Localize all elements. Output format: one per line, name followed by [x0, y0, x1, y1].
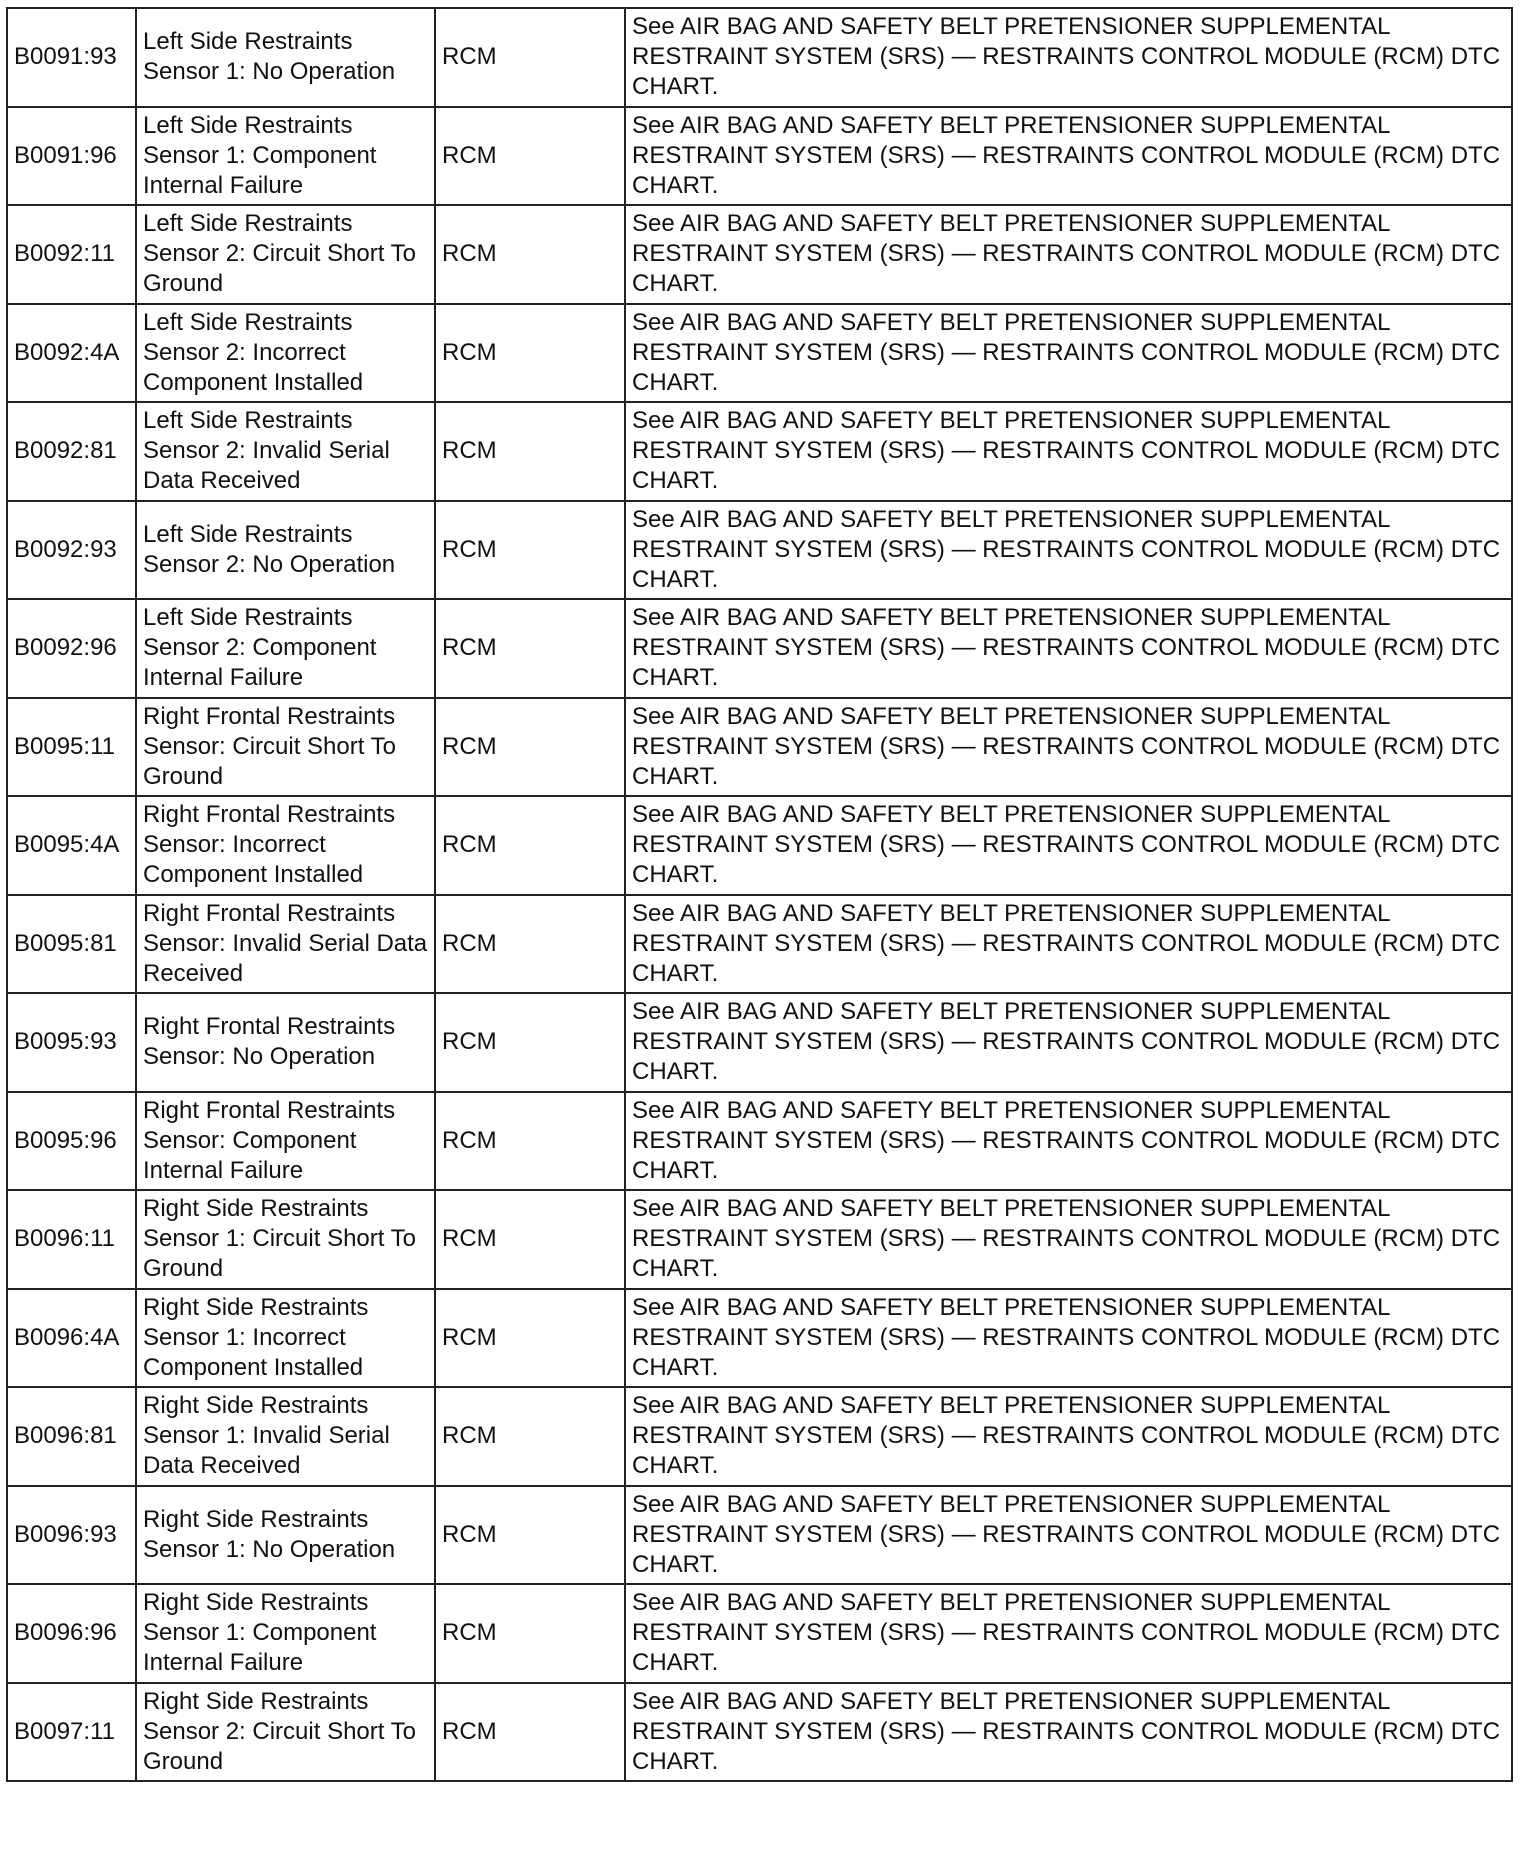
- action-cell: See AIR BAG AND SAFETY BELT PRETENSIONER SUPPLEMENTAL RESTRAINT SYSTEM (SRS) — RESTRAINTS CONTROL MODULE (RCM) DTC CHART.: [625, 1486, 1512, 1585]
- dtc-code-cell: B0096:81: [7, 1387, 136, 1486]
- action-cell: See AIR BAG AND SAFETY BELT PRETENSIONER SUPPLEMENTAL RESTRAINT SYSTEM (SRS) — RESTRAINTS CONTROL MODULE (RCM) DTC CHART.: [625, 1190, 1512, 1289]
- dtc-description-cell: Left Side Restraints Sensor 1: No Operation: [136, 8, 435, 107]
- action-cell: See AIR BAG AND SAFETY BELT PRETENSIONER SUPPLEMENTAL RESTRAINT SYSTEM (SRS) — RESTRAINTS CONTROL MODULE (RCM) DTC CHART.: [625, 1683, 1512, 1782]
- dtc-description-cell: Left Side Restraints Sensor 2: Incorrect Component Installed: [136, 304, 435, 403]
- dtc-description-cell: Left Side Restraints Sensor 2: Circuit Short To Ground: [136, 205, 435, 304]
- action-cell: See AIR BAG AND SAFETY BELT PRETENSIONER SUPPLEMENTAL RESTRAINT SYSTEM (SRS) — RESTRAINTS CONTROL MODULE (RCM) DTC CHART.: [625, 304, 1512, 403]
- action-cell: See AIR BAG AND SAFETY BELT PRETENSIONER SUPPLEMENTAL RESTRAINT SYSTEM (SRS) — RESTRAINTS CONTROL MODULE (RCM) DTC CHART.: [625, 205, 1512, 304]
- action-cell: See AIR BAG AND SAFETY BELT PRETENSIONER SUPPLEMENTAL RESTRAINT SYSTEM (SRS) — RESTRAINTS CONTROL MODULE (RCM) DTC CHART.: [625, 796, 1512, 895]
- dtc-description-cell: Left Side Restraints Sensor 2: Invalid Serial Data Received: [136, 402, 435, 501]
- action-cell: See AIR BAG AND SAFETY BELT PRETENSIONER SUPPLEMENTAL RESTRAINT SYSTEM (SRS) — RESTRAINTS CONTROL MODULE (RCM) DTC CHART.: [625, 1289, 1512, 1388]
- table-row: [7, 1683, 1512, 1782]
- module-cell: RCM: [435, 1387, 625, 1486]
- module-cell: RCM: [435, 1190, 625, 1289]
- module-cell: RCM: [435, 402, 625, 501]
- dtc-code-cell: B0096:4A: [7, 1289, 136, 1388]
- dtc-code-cell: B0095:93: [7, 993, 136, 1092]
- module-cell: RCM: [435, 599, 625, 698]
- module-cell: RCM: [435, 501, 625, 600]
- dtc-description-cell: Right Side Restraints Sensor 1: Component Internal Failure: [136, 1584, 435, 1683]
- dtc-code-cell: B0091:93: [7, 8, 136, 107]
- dtc-code-cell: B0095:11: [7, 698, 136, 797]
- table-row: [7, 1092, 1512, 1191]
- dtc-description-cell: Right Side Restraints Sensor 1: No Operation: [136, 1486, 435, 1585]
- table-row: [7, 1486, 1512, 1585]
- action-cell: See AIR BAG AND SAFETY BELT PRETENSIONER SUPPLEMENTAL RESTRAINT SYSTEM (SRS) — RESTRAINTS CONTROL MODULE (RCM) DTC CHART.: [625, 1387, 1512, 1486]
- module-cell: RCM: [435, 1289, 625, 1388]
- dtc-code-cell: B0096:96: [7, 1584, 136, 1683]
- table-row: [7, 402, 1512, 501]
- dtc-description-cell: Right Side Restraints Sensor 1: Invalid Serial Data Received: [136, 1387, 435, 1486]
- action-cell: See AIR BAG AND SAFETY BELT PRETENSIONER SUPPLEMENTAL RESTRAINT SYSTEM (SRS) — RESTRAINTS CONTROL MODULE (RCM) DTC CHART.: [625, 993, 1512, 1092]
- module-cell: RCM: [435, 8, 625, 107]
- table-row: [7, 8, 1512, 107]
- module-cell: RCM: [435, 304, 625, 403]
- dtc-description-cell: Right Frontal Restraints Sensor: Circuit Short To Ground: [136, 698, 435, 797]
- dtc-code-cell: B0092:93: [7, 501, 136, 600]
- table-row: [7, 1584, 1512, 1683]
- action-cell: See AIR BAG AND SAFETY BELT PRETENSIONER SUPPLEMENTAL RESTRAINT SYSTEM (SRS) — RESTRAINTS CONTROL MODULE (RCM) DTC CHART.: [625, 1584, 1512, 1683]
- module-cell: RCM: [435, 1486, 625, 1585]
- dtc-code-cell: B0092:4A: [7, 304, 136, 403]
- action-cell: See AIR BAG AND SAFETY BELT PRETENSIONER SUPPLEMENTAL RESTRAINT SYSTEM (SRS) — RESTRAINTS CONTROL MODULE (RCM) DTC CHART.: [625, 1092, 1512, 1191]
- action-cell: See AIR BAG AND SAFETY BELT PRETENSIONER SUPPLEMENTAL RESTRAINT SYSTEM (SRS) — RESTRAINTS CONTROL MODULE (RCM) DTC CHART.: [625, 895, 1512, 994]
- dtc-code-cell: B0095:4A: [7, 796, 136, 895]
- dtc-code-cell: B0097:11: [7, 1683, 136, 1782]
- dtc-description-cell: Right Frontal Restraints Sensor: Incorrect Component Installed: [136, 796, 435, 895]
- module-cell: RCM: [435, 796, 625, 895]
- action-cell: See AIR BAG AND SAFETY BELT PRETENSIONER SUPPLEMENTAL RESTRAINT SYSTEM (SRS) — RESTRAINTS CONTROL MODULE (RCM) DTC CHART.: [625, 8, 1512, 107]
- table-row: [7, 304, 1512, 403]
- dtc-table: [6, 7, 1513, 1782]
- dtc-description-cell: Right Frontal Restraints Sensor: No Operation: [136, 993, 435, 1092]
- module-cell: RCM: [435, 895, 625, 994]
- action-cell: See AIR BAG AND SAFETY BELT PRETENSIONER SUPPLEMENTAL RESTRAINT SYSTEM (SRS) — RESTRAINTS CONTROL MODULE (RCM) DTC CHART.: [625, 698, 1512, 797]
- dtc-code-cell: B0095:96: [7, 1092, 136, 1191]
- table-row: [7, 993, 1512, 1092]
- dtc-description-cell: Right Side Restraints Sensor 2: Circuit Short To Ground: [136, 1683, 435, 1782]
- dtc-description-cell: Left Side Restraints Sensor 2: Component Internal Failure: [136, 599, 435, 698]
- table-row: [7, 698, 1512, 797]
- dtc-code-cell: B0092:81: [7, 402, 136, 501]
- action-cell: See AIR BAG AND SAFETY BELT PRETENSIONER SUPPLEMENTAL RESTRAINT SYSTEM (SRS) — RESTRAINTS CONTROL MODULE (RCM) DTC CHART.: [625, 402, 1512, 501]
- table-row: [7, 1289, 1512, 1388]
- dtc-code-cell: B0092:11: [7, 205, 136, 304]
- dtc-table-body: [7, 8, 1512, 1781]
- module-cell: RCM: [435, 1092, 625, 1191]
- module-cell: RCM: [435, 993, 625, 1092]
- table-row: [7, 1387, 1512, 1486]
- table-row: [7, 895, 1512, 994]
- dtc-description-cell: Right Frontal Restraints Sensor: Invalid Serial Data Received: [136, 895, 435, 994]
- action-cell: See AIR BAG AND SAFETY BELT PRETENSIONER SUPPLEMENTAL RESTRAINT SYSTEM (SRS) — RESTRAINTS CONTROL MODULE (RCM) DTC CHART.: [625, 501, 1512, 600]
- table-row: [7, 205, 1512, 304]
- table-row: [7, 501, 1512, 600]
- table-row: [7, 796, 1512, 895]
- dtc-description-cell: Right Frontal Restraints Sensor: Component Internal Failure: [136, 1092, 435, 1191]
- dtc-description-cell: Left Side Restraints Sensor 2: No Operation: [136, 501, 435, 600]
- table-row: [7, 1190, 1512, 1289]
- dtc-description-cell: Left Side Restraints Sensor 1: Component Internal Failure: [136, 107, 435, 206]
- module-cell: RCM: [435, 698, 625, 797]
- dtc-code-cell: B0096:11: [7, 1190, 136, 1289]
- table-row: [7, 107, 1512, 206]
- action-cell: See AIR BAG AND SAFETY BELT PRETENSIONER SUPPLEMENTAL RESTRAINT SYSTEM (SRS) — RESTRAINTS CONTROL MODULE (RCM) DTC CHART.: [625, 599, 1512, 698]
- dtc-code-cell: B0096:93: [7, 1486, 136, 1585]
- module-cell: RCM: [435, 1683, 625, 1782]
- action-cell: See AIR BAG AND SAFETY BELT PRETENSIONER SUPPLEMENTAL RESTRAINT SYSTEM (SRS) — RESTRAINTS CONTROL MODULE (RCM) DTC CHART.: [625, 107, 1512, 206]
- dtc-description-cell: Right Side Restraints Sensor 1: Circuit Short To Ground: [136, 1190, 435, 1289]
- dtc-description-cell: Right Side Restraints Sensor 1: Incorrect Component Installed: [136, 1289, 435, 1388]
- module-cell: RCM: [435, 205, 625, 304]
- module-cell: RCM: [435, 107, 625, 206]
- dtc-code-cell: B0092:96: [7, 599, 136, 698]
- table-row: [7, 599, 1512, 698]
- dtc-code-cell: B0091:96: [7, 107, 136, 206]
- module-cell: RCM: [435, 1584, 625, 1683]
- dtc-code-cell: B0095:81: [7, 895, 136, 994]
